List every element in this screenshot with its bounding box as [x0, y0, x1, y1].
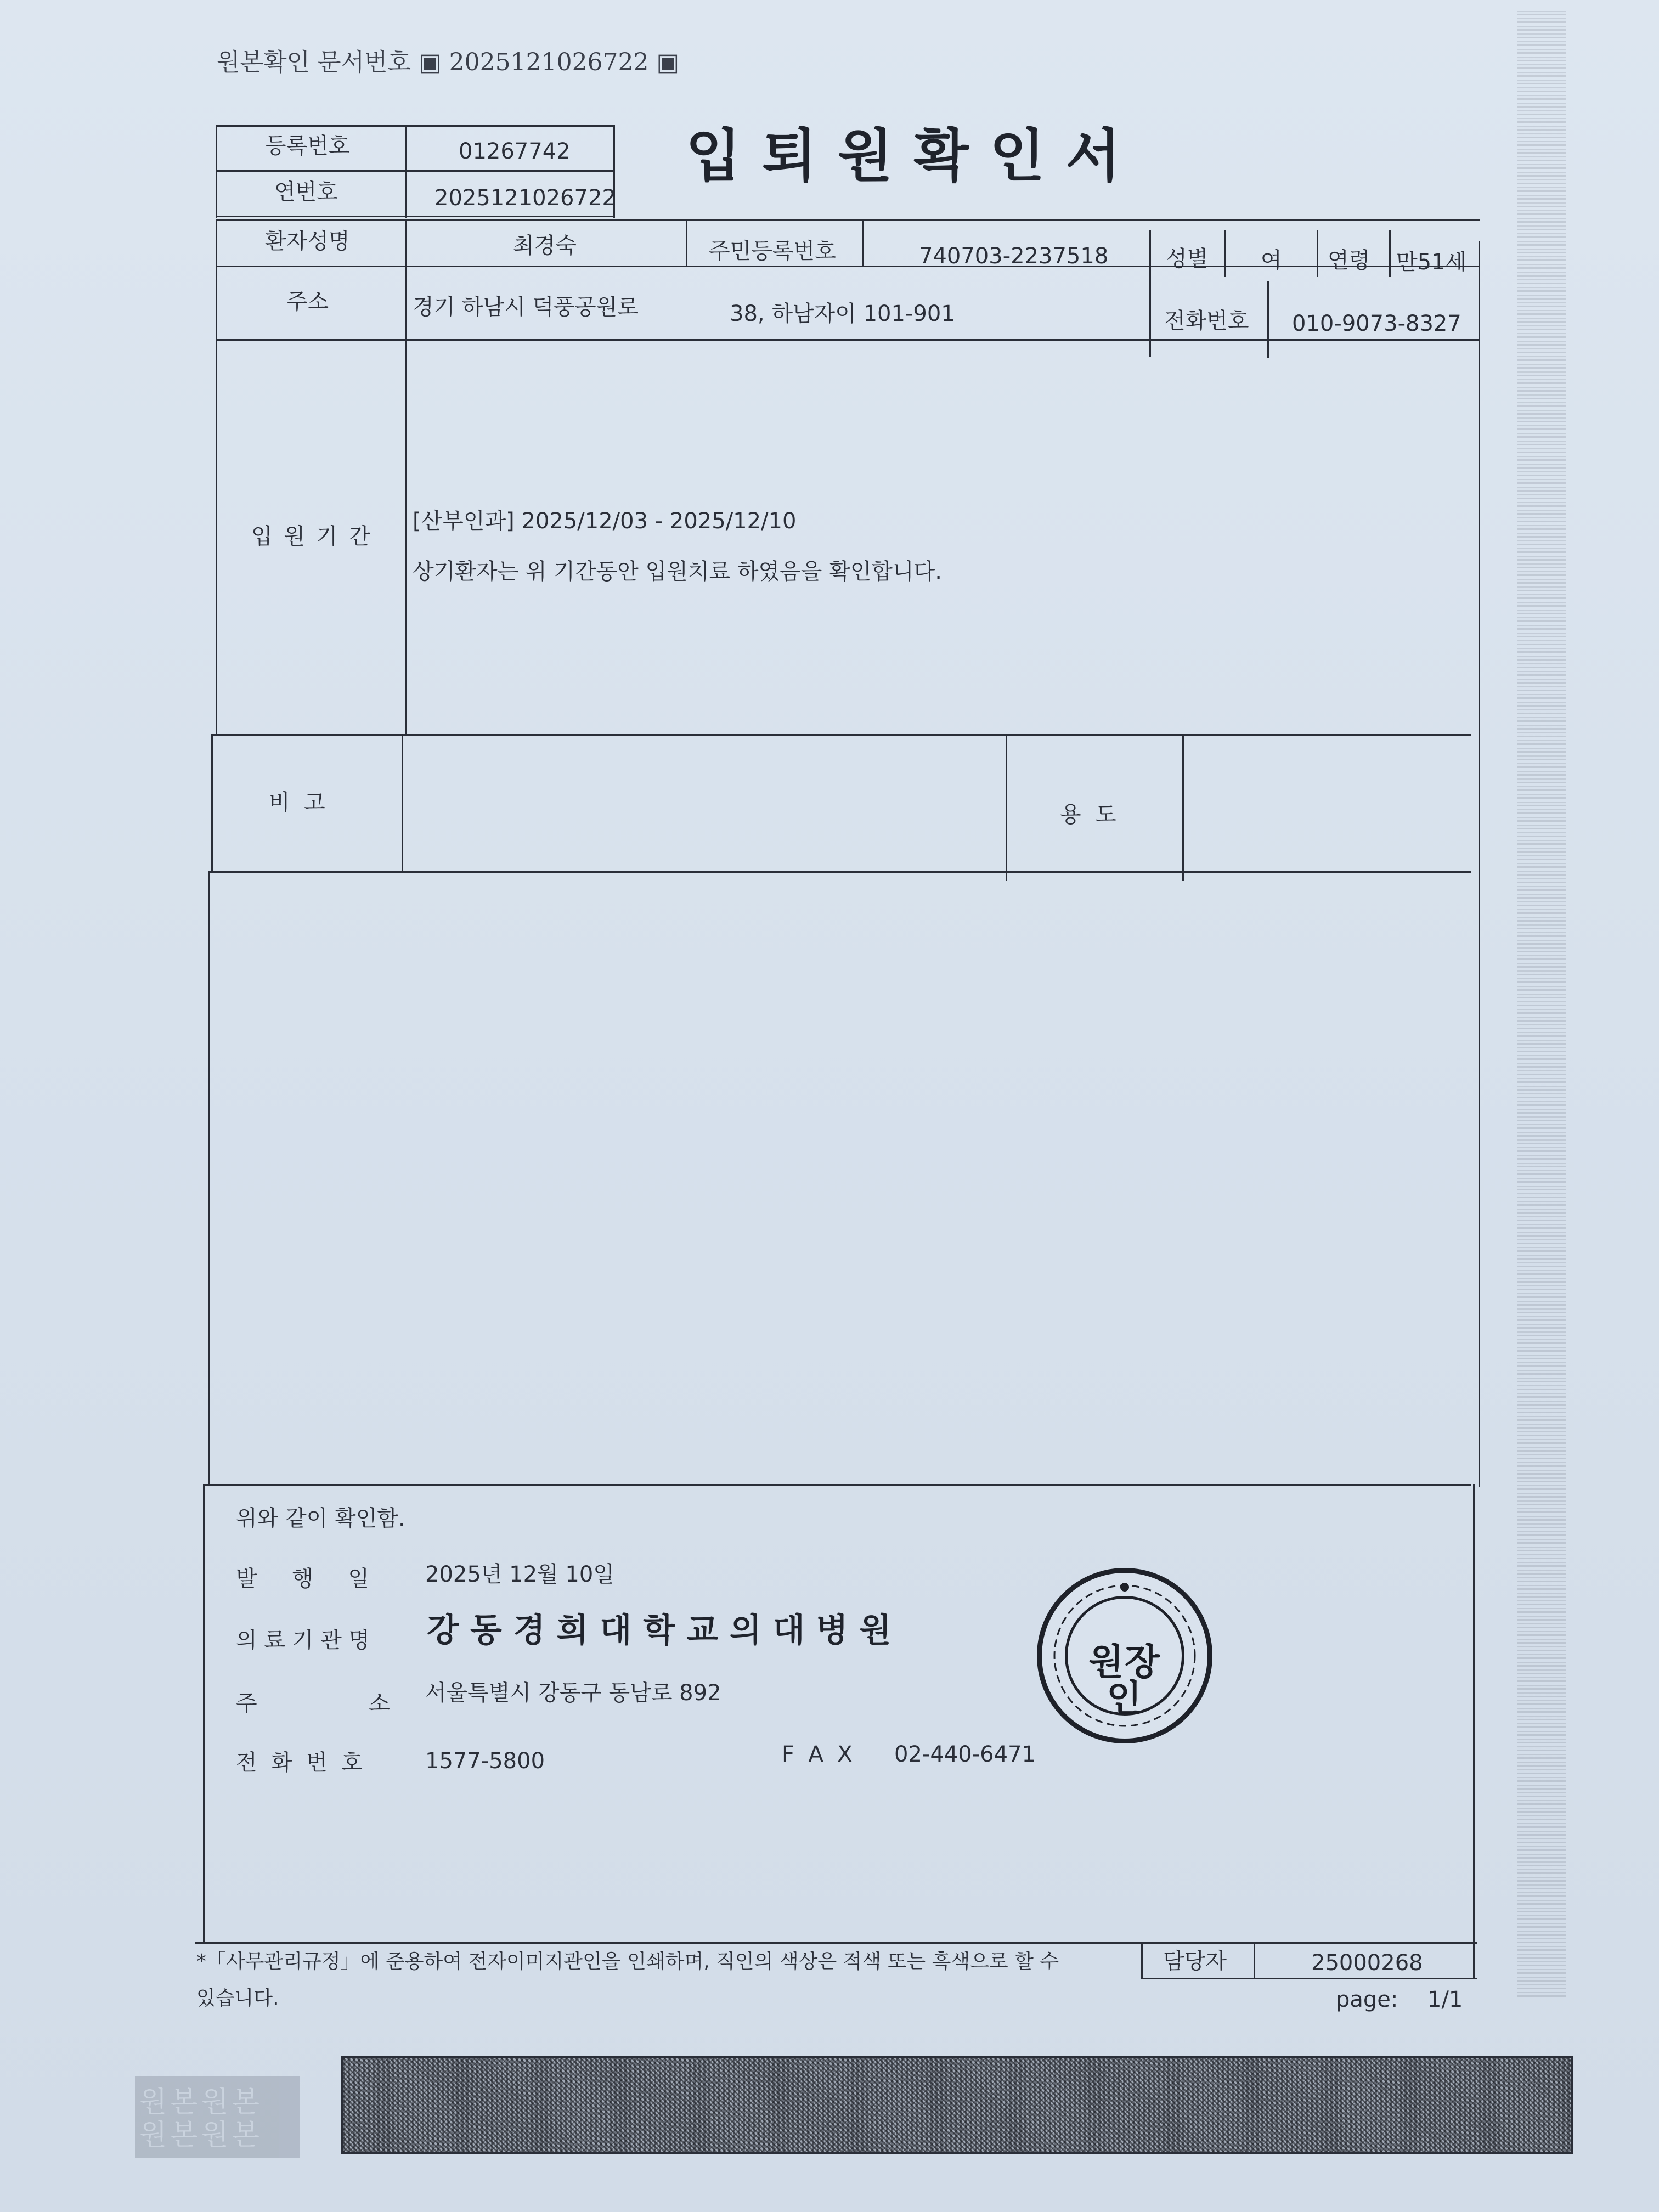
inst-address: 서울특별시 강동구 동남로 892	[425, 1680, 721, 1706]
inst-address-label: 주 소	[236, 1691, 390, 1716]
seal-text-line1: 원장	[1088, 1641, 1161, 1683]
reg-no-value: 01267742	[459, 139, 571, 164]
confirm-text: 위와 같이 확인함.	[236, 1506, 405, 1531]
institution-label: 의 료 기 관 명	[236, 1628, 370, 1653]
page-label: page:	[1336, 1987, 1398, 2012]
fax-value: 02-440-6471	[894, 1742, 1036, 1767]
remarks-label: 비 고	[269, 790, 325, 815]
reg-no-label: 등록번호	[265, 133, 350, 159]
original-confirm-header	[217, 50, 679, 75]
fax-label: F A X	[782, 1742, 853, 1767]
official-seal-stamp	[1037, 1568, 1212, 1743]
seal-text-line2: 인	[1107, 1677, 1143, 1719]
purpose-label: 용 도	[1060, 802, 1116, 827]
seal-inner-ring	[1065, 1596, 1184, 1719]
institution-name: 강 동 경 희 대 학 교 의 대 병 원	[427, 1611, 891, 1650]
checkbox-icon: ▣	[656, 48, 680, 76]
checkbox-icon: ▣	[419, 48, 442, 76]
serial-label: 연번호	[274, 179, 338, 205]
rrn-value: 740703-2237518	[919, 244, 1109, 269]
original-confirm-label: 원본확인 문서번호	[217, 48, 411, 76]
admission-statement: 상기환자는 위 기간동안 입원치료 하였음을 확인합니다.	[413, 559, 943, 584]
original-watermark-seal	[135, 2076, 300, 2158]
rrn-label: 주민등록번호	[709, 239, 836, 264]
security-noise-strip	[341, 2056, 1573, 2154]
sex-label: 성별	[1166, 246, 1209, 272]
sex-value: 여	[1261, 248, 1282, 273]
document-title: 입퇴원확인서	[686, 122, 1142, 189]
footer-note-line1: *「사무관리규정」에 준용하여 전자이미지관인을 인쇄하며, 직인의 색상은 적색 또는 흑색으로 할 수	[196, 1950, 1059, 1973]
document-number: 2025121026722	[449, 48, 649, 76]
scan-edge-noise	[1517, 11, 1566, 1997]
page-number: 1/1	[1427, 1987, 1463, 2012]
footer-note-line2: 있습니다.	[196, 1987, 279, 2010]
phone-value: 010-9073-8327	[1292, 311, 1462, 336]
inst-phone-label: 전 화 번 호	[236, 1750, 363, 1775]
staff-id: 25000268	[1311, 1950, 1423, 1976]
patient-name-label: 환자성명	[265, 229, 350, 254]
age-label: 연령	[1328, 248, 1370, 273]
address-label: 주소	[286, 289, 329, 314]
issue-date: 2025년 12월 10일	[425, 1562, 614, 1587]
watermark-text: 원본원본 원본원본	[139, 2086, 263, 2152]
address-part1: 경기 하남시 덕풍공원로	[413, 295, 639, 320]
phone-label: 전화번호	[1164, 308, 1249, 334]
serial-value: 2025121026722	[435, 185, 616, 211]
age-value: 만51세	[1396, 250, 1467, 275]
patient-name: 최경숙	[513, 233, 577, 258]
address-part2: 38, 하남자이 101-901	[730, 301, 955, 326]
admission-period-label: 입 원 기 간	[251, 524, 373, 549]
inst-phone: 1577-5800	[425, 1748, 545, 1774]
admission-period: [산부인과] 2025/12/03 - 2025/12/10	[413, 509, 797, 534]
staff-label: 담당자	[1163, 1949, 1227, 1974]
issue-date-label: 발 행 일	[236, 1566, 370, 1592]
